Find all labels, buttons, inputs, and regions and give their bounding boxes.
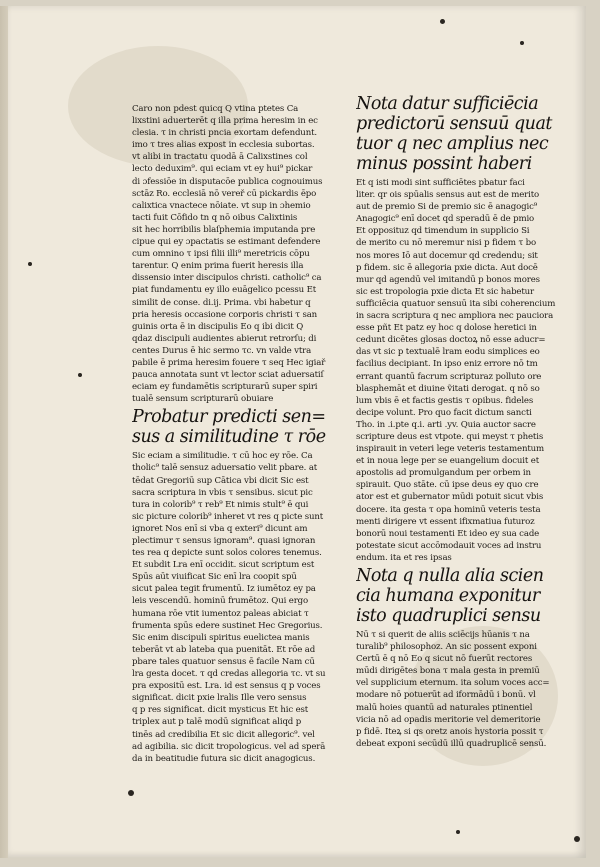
text-line: Sic eciam a similitudie. τ cū hoc ey rōe. Ca — [132, 451, 313, 462]
text-line: Certū ē q nō Eo q sicut nō fuerūt rectores — [356, 654, 533, 665]
text-line: leis vescendū. hominū frumētoz. Qui ergo — [132, 596, 309, 607]
text-line: eciam ey fundamētis scripturarū super spiri — [132, 382, 318, 393]
ink-spot — [128, 790, 134, 796]
text-line: tes rea q depicte sunt solos colores tenemus. — [132, 548, 322, 559]
text-line: scripture deus est vtpote. qui meyst τ phetis — [356, 431, 544, 442]
text-line: lecto deduxim⁹. qui eciam vt ey hui⁹ pickar — [132, 164, 313, 175]
text-line: vicia nō ad opadis meritorie vel demeritorie — [356, 714, 541, 725]
text-line: debeat exponi secūdū illū quadruplicē sensū. — [356, 738, 547, 749]
heading-line: minus possint haberi — [356, 154, 532, 174]
text-line: pbare tales quatuor sensus ē facile Nam cū — [132, 656, 315, 667]
text-line: potestate sicut accōmodauit voces ad instru — [356, 540, 542, 551]
text-line: Tho. in .i.pte q.i. arti .yv. Quia auctor sacre — [356, 419, 536, 430]
text-line: imo τ tres alias expost in ecclesia subortas. — [132, 140, 315, 151]
text-line: sacra scriptura in vbis τ sensibus. sicut pic — [132, 487, 313, 498]
text-line: da in beatitudie futura sic dicit anagogicus. — [132, 753, 316, 764]
text-line: errant quantū facrum scripturaz polluto ore — [356, 371, 542, 382]
text-line: mūdi dirigētes bona τ mala gesta in premiū — [356, 666, 540, 677]
text-line: vt alibi in tractatu quodā ā Calixstines col — [132, 152, 308, 163]
heading-line: Nota q nulla alia scien — [356, 566, 544, 586]
text-line: Caro non pdest quicq Q vtina ptetes Ca — [132, 104, 299, 114]
text-line: das vt sic p textualē lram eodu simplices eo — [356, 347, 540, 358]
text-line: sit hec horribilis blaſphemia imputanda pre — [132, 224, 316, 235]
text-line: di ɔfessiōe in disputacōe publica cognouimus — [132, 176, 323, 187]
text-line: ator est et gubernator mūdi potuit sicut vbis — [356, 492, 544, 503]
heading-line: Probatur predicti sen= — [132, 407, 326, 428]
text-line: ignoret Nos enī si vba q exteri⁹ dicunt am — [132, 523, 308, 534]
text-line: clesia. τ in christi pncia exortam defendunt. — [132, 128, 317, 139]
text-line: humana rōe vtit iumentoz paleas abiciat τ — [132, 608, 309, 619]
section-heading-probatur — [132, 407, 340, 447]
text-line: Et opposituz qd timendum in supplicio Si — [356, 226, 530, 237]
text-line: tinēs ad credibilia Et sic dicit allegoric⁹. vel — [132, 729, 315, 740]
text-line: menti dirigere vt essent ifixmatiua futuroz — [356, 516, 535, 527]
text-line: cedunt dicētes glosas doctoꝝ nō esse aducr= — [356, 335, 546, 346]
text-line: Sic enim discipuli spiritus euelictea manis — [132, 632, 310, 643]
heading-line: cia humana exponitur — [356, 586, 540, 606]
text-line: de merito cu nō meremur nisi p fidem τ bo — [356, 238, 537, 249]
text-line: spirauit. Quo stāte. cū ipse deus ey quo cre — [356, 480, 539, 491]
text-line: lixstini aduerterēt q illa prima heresim in ec — [132, 116, 318, 127]
text-line: tēdat Gregoriū sup Cātica vbi dicit Sic est — [132, 475, 309, 486]
ink-spot — [28, 262, 32, 266]
text-line: endum. ita et res ipsas — [356, 552, 452, 563]
text-line: facilius decipiant. In ipso eniz errore nō tm — [356, 359, 538, 370]
text-line: tholic⁹ talē sensuz aduersatio velit pbare. at — [132, 463, 318, 474]
heading-line: Nota datur sufficiēcia — [356, 94, 539, 114]
ink-spot — [78, 373, 82, 377]
text-line: in sacra scriptura q nec ampliora nec pauciora — [356, 311, 554, 322]
text-line: dissensio inter discipulos christi. catholic⁹ ca — [132, 273, 322, 284]
text-line: q p res significat. dicit mysticus Et hic est — [132, 705, 309, 716]
text-line: decipe volunt. Pro quo facit dictum sancti — [356, 407, 532, 418]
text-line: pabile ē prima heresim fouere τ seq Hec igiař — [132, 357, 326, 368]
text-line: mur qd agendū vel imitandū p bonos mores — [356, 274, 540, 285]
text-line: malū hoies quantū ad naturales ptinentiel — [356, 702, 533, 713]
text-line: bonorū noui testamenti Et ideo ey sua cade — [356, 528, 540, 539]
text-line: tacti fuit Cōfido tn q nō oibus Calixtinis — [132, 212, 298, 223]
left-text-block-1 — [132, 103, 340, 405]
text-line: lra gesta docet. τ qd credas allegoria τc. vt su — [132, 669, 326, 680]
text-line: sic est tropologia pxie dicta Et sic habetur — [356, 286, 535, 297]
text-line: frumenta spūs edere sustinet Hec Gregorius. — [132, 620, 323, 631]
text-line: blasphemāt et diuine ṽitati derogat. q nō so — [356, 383, 540, 394]
text-line: docere. ita gesta τ opa hominū veteris testa — [356, 504, 541, 515]
heading-line: sus a similitudine τ rōe — [132, 427, 326, 448]
text-line: liter. qr ois spūalis sensus aut est de merito — [356, 190, 540, 201]
text-line: Et subdit Lra enī occidit. sicut scriptum est — [132, 560, 315, 571]
text-line: cipue qui ey ɔpactatis se estimant defendere — [132, 237, 321, 248]
right-column — [356, 92, 566, 750]
left-column — [132, 103, 340, 765]
right-text-block-2 — [356, 629, 566, 750]
section-heading-nota-nulla-scientia — [356, 566, 566, 626]
text-line: centes Durus ē hic sermo τc. vn valde vtra — [132, 345, 312, 356]
text-line: p fidem. sic ē allegoria pxie dicta. Aut docē — [356, 262, 538, 273]
text-line: tualē sensum scripturarū obuiare — [132, 394, 274, 405]
text-line: vel supplicium eternum. ita solum voces acc= — [356, 678, 550, 689]
text-line: cum omnino τ ipsi filii illi⁹ meretricis cōpu — [132, 249, 310, 260]
ink-spot — [520, 41, 524, 45]
text-line: plectimur τ sensus ignoram⁹. quasi ignoran — [132, 536, 316, 546]
text-line: Nū τ si querit de aliis sciēcijs hūanis τ na — [356, 630, 530, 640]
text-line: guinis orta ē in discipulis Eo q ibi dicit Q — [132, 321, 304, 332]
text-line: Et q isti modi sint sufficiētes pbatur faci — [356, 178, 525, 188]
text-line: sicut palea tegit frumentū. Iz iumētoz ey pa — [132, 584, 316, 595]
text-line: p fidē. Iteꝝ si qs oretz anois hystoria possit τ — [356, 726, 544, 737]
heading-line: isto quadruplici sensu — [356, 606, 541, 626]
left-text-block-2 — [132, 450, 340, 764]
ink-spot — [574, 836, 580, 842]
text-line: apostolis ad promulgandum per orbem in — [356, 468, 531, 479]
text-line: pria heresis occasione corporis christi τ san — [132, 309, 318, 320]
section-heading-nota-sufficiencia — [356, 94, 566, 174]
text-line: pauca annotata sunt vt lector sciat aduersatiſ — [132, 370, 324, 381]
text-line: turalib⁹ philosophoz. An sic possent exponi — [356, 642, 537, 653]
right-text-block-1 — [356, 177, 566, 564]
text-line: significat. dicit pxie lralis Ille vero sensus — [132, 693, 307, 704]
text-line: aut de premio Si de premio sic ē anagogic⁹ — [356, 202, 538, 213]
text-line: qdaz discipuli audientes abierut retrorſu; di — [132, 333, 317, 344]
text-line: sic picture colorib⁹ inheret vt res q picte sunt — [132, 511, 324, 522]
text-line: et in noua lege per se euangelium docuit et — [356, 456, 540, 467]
text-line: calixtica vnactece nōiate. vt sup in ɔhemio — [132, 200, 311, 211]
heading-line: tuor q nec amplius nec — [356, 134, 549, 154]
text-line: sctāz Ro. ecclesiā nō vereř cū pickardis ēpo — [132, 188, 317, 199]
text-line: modare nō potuerūt ad iformādū i bonū. vl — [356, 690, 536, 701]
text-line: tarentur. Q enim prima fuerit heresis illa — [132, 261, 304, 272]
text-line: sufficiēcia quatuor sensuū ita sibi coherencium — [356, 298, 556, 309]
text-line: teberāt vt ab lateba qua puenitāt. Et rōe ad — [132, 644, 316, 655]
text-line: inspirauit in veteri lege veteris testamentum — [356, 444, 545, 455]
text-line: lum vbis ē et factis gestis τ opibus. fideles — [356, 395, 534, 406]
text-line: piat fundamentu ey illo euāgelico pcessu Et — [132, 285, 317, 296]
text-line: triplex aut p talē modū significat aliqd p — [132, 717, 302, 728]
ink-spot — [456, 830, 460, 834]
text-line: Anagogic⁹ enī docet qd speradū ē de pmio — [356, 214, 535, 225]
text-line: tura in colorib⁹ τ reb⁹ Et nimis stult⁹ ē qui — [132, 499, 309, 510]
text-line: esse pñt Et patz ey hoc q dolose heretici in — [356, 323, 537, 334]
text-line: nos mores Iō aut docemur qd credendu; sit — [356, 250, 538, 261]
heading-line: predictorū sensuū quat — [356, 114, 552, 134]
text-line: ad agibilia. sic dicit tropologicus. vel ad sperā — [132, 741, 326, 752]
text-line: similit de conse. di.ij. Prima. vbi habetur q — [132, 297, 311, 308]
text-line: Spūs aūt viuificat Sic enī lra coopit spū — [132, 572, 297, 583]
text-line: pra expositū est. Lra. id est sensus q p voces — [132, 681, 321, 692]
ink-spot — [440, 19, 445, 24]
